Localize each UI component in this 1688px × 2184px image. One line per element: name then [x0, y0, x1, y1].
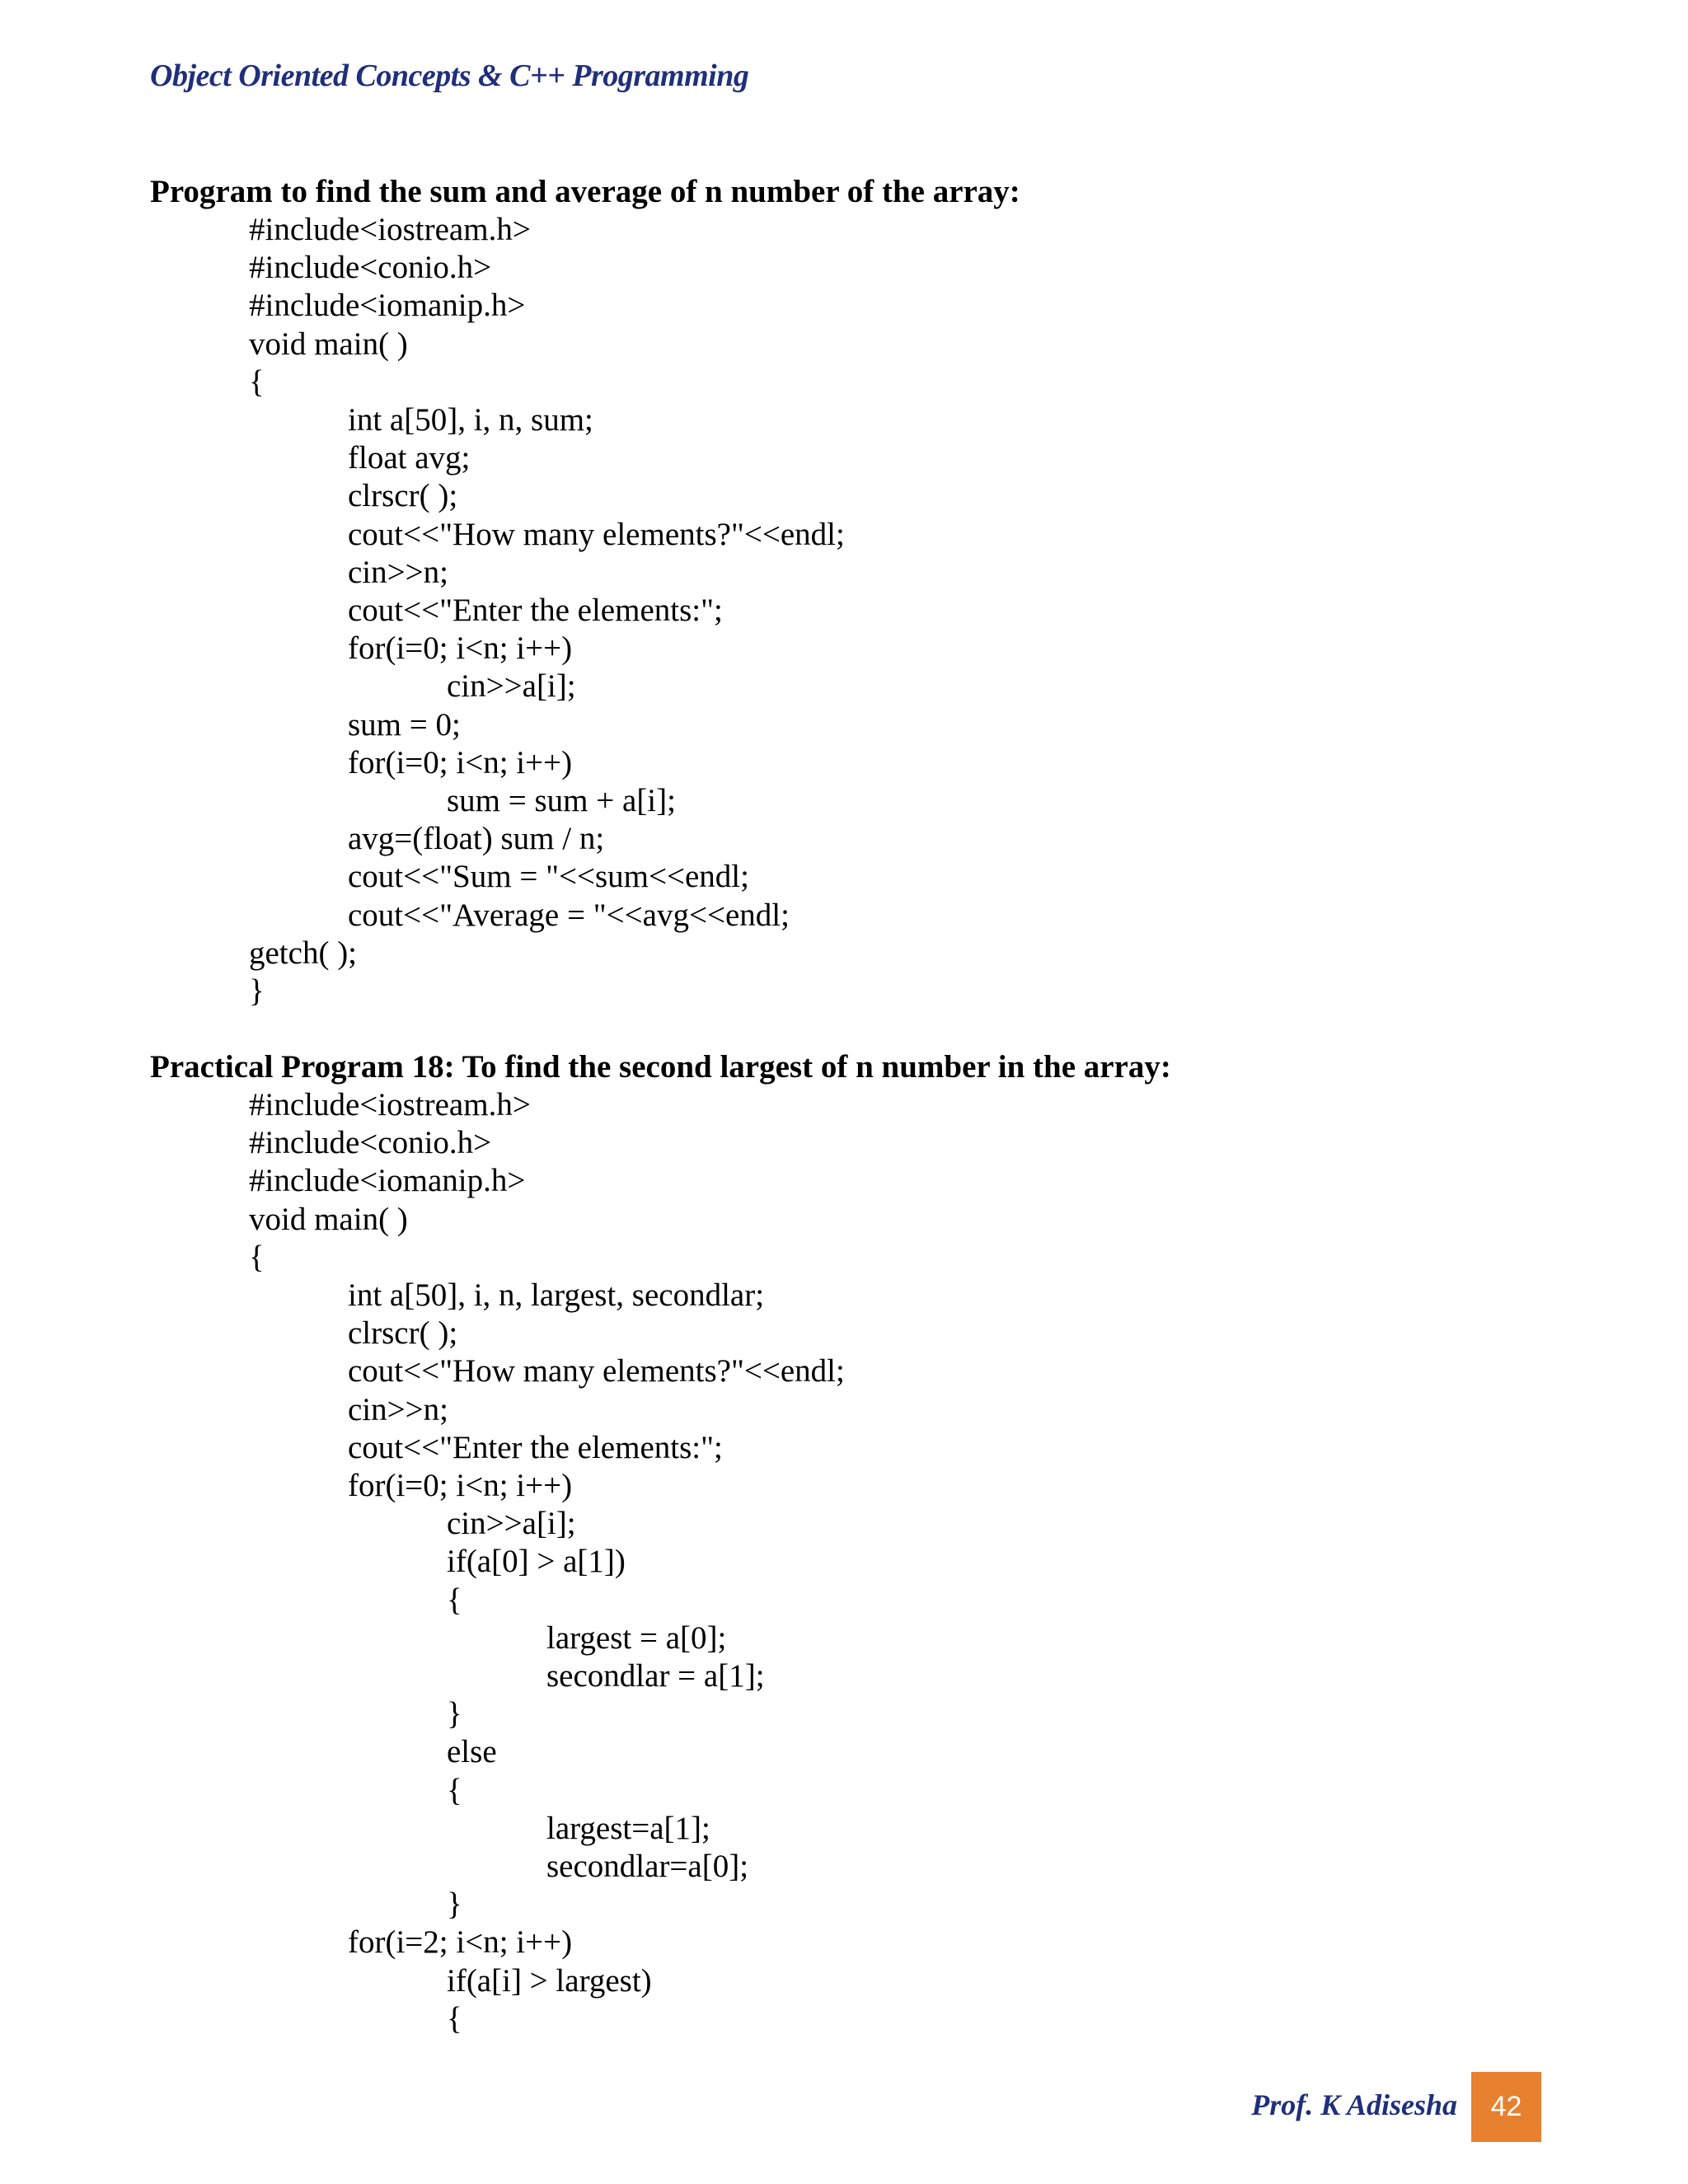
- document-header-title: Object Oriented Concepts & C++ Programming: [150, 59, 749, 93]
- code-line: getch( );: [249, 935, 358, 971]
- code-line: largest=a[1];: [546, 1810, 710, 1846]
- code-line: }: [249, 973, 265, 1009]
- code-line: for(i=0; i<n; i++): [348, 744, 573, 780]
- code-line: #include<conio.h>: [249, 250, 492, 286]
- code-line: #include<iostream.h>: [249, 212, 531, 247]
- code-line: else: [447, 1734, 497, 1770]
- code-line: cout<<"How many elements?"<<endl;: [348, 1353, 845, 1390]
- code-line: {: [249, 363, 265, 400]
- code-line: cout<<"Average = "<<avg<<endl;: [348, 897, 790, 933]
- code-line: int a[50], i, n, sum;: [348, 402, 593, 438]
- code-line: cout<<"Enter the elements:";: [348, 593, 723, 628]
- code-line: #include<conio.h>: [249, 1125, 492, 1161]
- code-line: cin>>a[i];: [447, 668, 576, 705]
- code-line: for(i=0; i<n; i++): [348, 630, 573, 667]
- code-line: int a[50], i, n, largest, secondlar;: [348, 1277, 765, 1313]
- code-line: {: [447, 1772, 462, 1808]
- code-line: clrscr( );: [348, 1315, 458, 1352]
- code-line: cin>>n;: [348, 554, 448, 590]
- code-line: cout<<"How many elements?"<<endl;: [348, 516, 845, 552]
- code-line: #include<iomanip.h>: [249, 1163, 526, 1199]
- code-line: void main( ): [249, 326, 408, 362]
- code-line: clrscr( );: [348, 478, 458, 514]
- code-line: {: [249, 1239, 265, 1275]
- code-line: for(i=2; i<n; i++): [348, 1924, 573, 1961]
- section-heading-second-largest: Practical Program 18: To find the second largest of n number in the array:: [150, 1049, 1171, 1085]
- footer-author: Prof. K Adisesha: [1251, 2088, 1457, 2121]
- code-line: {: [447, 2000, 462, 2036]
- page-number-badge: 42: [1471, 2072, 1541, 2142]
- code-line: sum = 0;: [348, 706, 461, 743]
- code-line: if(a[i] > largest): [447, 1962, 652, 1999]
- code-line: #include<iostream.h>: [249, 1087, 531, 1122]
- code-line: for(i=0; i<n; i++): [348, 1468, 573, 1503]
- code-line: cin>>a[i];: [447, 1506, 576, 1542]
- code-line: #include<iomanip.h>: [249, 288, 526, 324]
- code-line: void main( ): [249, 1201, 408, 1237]
- code-line: cin>>n;: [348, 1391, 448, 1427]
- code-line: }: [447, 1886, 462, 1923]
- code-line: secondlar=a[0];: [546, 1849, 749, 1884]
- code-line: }: [447, 1696, 462, 1732]
- code-line: avg=(float) sum / n;: [348, 821, 605, 857]
- code-line: sum = sum + a[i];: [447, 783, 676, 818]
- code-line: largest = a[0];: [546, 1619, 727, 1656]
- section-heading-sum-average: Program to find the sum and average of n number of the array:: [150, 174, 1020, 209]
- code-line: if(a[0] > a[1]): [447, 1544, 626, 1580]
- code-line: float avg;: [348, 440, 471, 476]
- code-line: secondlar = a[1];: [546, 1658, 765, 1694]
- code-line: {: [447, 1582, 462, 1618]
- code-line: cout<<"Enter the elements:";: [348, 1429, 723, 1465]
- code-line: cout<<"Sum = "<<sum<<endl;: [348, 859, 749, 895]
